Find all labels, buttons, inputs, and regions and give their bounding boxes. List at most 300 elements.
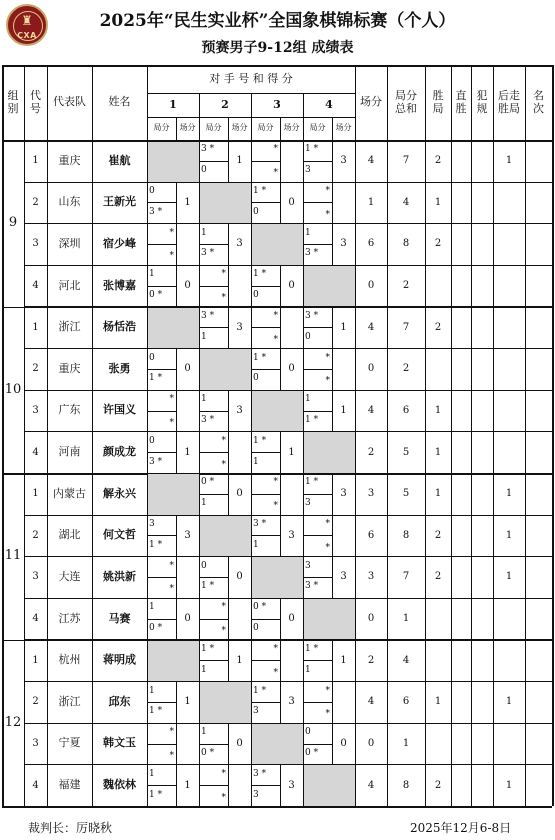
team-name: 宁夏 bbox=[58, 736, 81, 750]
foul-count bbox=[471, 140, 493, 182]
grid-line bbox=[303, 93, 304, 806]
match-score: 1 bbox=[184, 446, 191, 458]
game-score-bottom: 3 * bbox=[305, 248, 319, 259]
player-name: 邱东 bbox=[108, 694, 131, 708]
grid-line bbox=[251, 93, 252, 806]
game-total: 7 bbox=[402, 155, 410, 167]
self-cell bbox=[304, 765, 355, 806]
match-score bbox=[280, 640, 303, 682]
rank-value bbox=[525, 515, 552, 557]
grid-line bbox=[2, 140, 552, 142]
game-total: 7 bbox=[402, 321, 410, 333]
direct-win bbox=[451, 764, 471, 806]
field-score: 0 bbox=[367, 613, 375, 625]
game-score-top: 1 bbox=[201, 394, 207, 405]
direct-header: 直胜 bbox=[455, 89, 467, 115]
direct-win bbox=[451, 431, 471, 473]
game-score-bottom: 1 * bbox=[149, 539, 163, 550]
match-score: 0 bbox=[340, 737, 347, 749]
black-win-count bbox=[493, 182, 525, 224]
black-first-mark: * bbox=[325, 209, 330, 220]
rank-value bbox=[525, 640, 552, 682]
grid-line bbox=[24, 65, 25, 806]
game-total: 8 bbox=[402, 238, 410, 250]
black-first-mark: * bbox=[273, 334, 278, 345]
match-score bbox=[332, 515, 355, 557]
direct-win bbox=[451, 598, 471, 640]
black-win-count bbox=[493, 307, 525, 349]
match-score: 0 bbox=[236, 571, 243, 583]
foul-count bbox=[471, 764, 493, 806]
match-score-label: 场分 bbox=[335, 123, 352, 133]
game-total: 4 bbox=[402, 654, 410, 666]
black-win-count: 1 bbox=[505, 488, 513, 500]
rank-value bbox=[525, 390, 552, 432]
match-score: 3 bbox=[340, 571, 347, 583]
foul-count bbox=[471, 431, 493, 473]
grid-line bbox=[2, 65, 4, 806]
game-score-top: 1 * bbox=[253, 685, 267, 696]
game-score-bottom: 3 bbox=[305, 498, 311, 509]
black-first-mark: * bbox=[273, 667, 278, 678]
field-score: 3 bbox=[367, 571, 375, 583]
match-score: 3 bbox=[288, 696, 295, 708]
game-score-bottom: 1 * bbox=[149, 373, 163, 384]
opponent-number-2: 2 bbox=[221, 97, 229, 111]
opponent-number-4: 4 bbox=[325, 97, 333, 111]
self-cell bbox=[200, 682, 251, 723]
foul-count bbox=[471, 640, 493, 682]
game-score-top: 1 bbox=[149, 602, 155, 613]
win-count: 1 bbox=[434, 404, 442, 416]
field-score: 6 bbox=[367, 529, 375, 541]
match-score bbox=[228, 598, 251, 640]
game-score-bottom: 3 * bbox=[201, 414, 215, 425]
player-name: 张勇 bbox=[108, 361, 131, 375]
team-name: 深圳 bbox=[58, 236, 81, 250]
team-name: 广东 bbox=[58, 403, 81, 417]
game-total: 5 bbox=[402, 488, 410, 500]
game-score-bottom: 3 * bbox=[201, 248, 215, 259]
self-cell bbox=[252, 724, 303, 765]
rank-value bbox=[525, 307, 552, 349]
match-score: 3 bbox=[340, 155, 347, 167]
game-total: 5 bbox=[402, 446, 410, 458]
game-score-bottom: 1 * bbox=[305, 414, 319, 425]
direct-win bbox=[451, 182, 471, 224]
player-code: 1 bbox=[32, 155, 39, 167]
field-score: 3 bbox=[367, 488, 375, 500]
game-score-bottom: 0 bbox=[201, 165, 207, 176]
game-score-top: 1 * bbox=[305, 477, 319, 488]
black-win-count bbox=[493, 223, 525, 265]
game-score-top: 1 * bbox=[253, 352, 267, 363]
win-count bbox=[425, 598, 451, 640]
group-label: 10 bbox=[4, 381, 22, 397]
game-score-bottom: 1 bbox=[201, 498, 207, 509]
black-first-mark: * bbox=[221, 602, 226, 613]
grid-line bbox=[493, 65, 494, 806]
direct-win bbox=[451, 307, 471, 349]
player-code: 4 bbox=[32, 613, 39, 625]
referee-label: 裁判长：厉晓秋 bbox=[28, 821, 113, 835]
black-win-count: 1 bbox=[505, 529, 513, 541]
match-score: 3 bbox=[236, 404, 243, 416]
rank-value bbox=[525, 598, 552, 640]
black-first-mark: * bbox=[169, 560, 174, 571]
team-name: 重庆 bbox=[58, 361, 81, 375]
match-score bbox=[332, 348, 355, 390]
rank-value bbox=[525, 265, 552, 307]
game-score-bottom: 0 * bbox=[201, 747, 215, 758]
team-name: 浙江 bbox=[58, 694, 81, 708]
match-score: 1 bbox=[288, 446, 295, 458]
game-score-top: 1 * bbox=[253, 435, 267, 446]
game-score-top: 0 * bbox=[253, 602, 267, 613]
grid-line bbox=[425, 65, 426, 806]
match-score bbox=[176, 556, 199, 598]
field-header: 场分 bbox=[360, 95, 382, 109]
field-score: 2 bbox=[367, 446, 375, 458]
group-header: 组别 bbox=[7, 89, 19, 115]
game-score-top: 0 bbox=[149, 435, 155, 446]
player-name: 马赛 bbox=[108, 611, 131, 625]
wins-header: 胜局 bbox=[432, 89, 444, 115]
grid-line bbox=[147, 65, 148, 806]
player-code: 2 bbox=[32, 529, 39, 541]
game-score-bottom: 3 bbox=[253, 706, 259, 717]
game-score-bottom: 3 * bbox=[149, 206, 163, 217]
foul-count bbox=[471, 681, 493, 723]
match-score: 3 bbox=[288, 529, 295, 541]
game-score-bottom: 3 * bbox=[149, 456, 163, 467]
team-name: 重庆 bbox=[58, 153, 81, 167]
game-score-top: 1 bbox=[201, 727, 207, 738]
rank-value bbox=[525, 140, 552, 182]
black-first-mark: * bbox=[221, 459, 226, 470]
foul-count bbox=[471, 348, 493, 390]
black-win-count bbox=[493, 598, 525, 640]
player-name: 宿少峰 bbox=[103, 236, 136, 250]
player-code: 4 bbox=[32, 446, 39, 458]
match-score: 3 bbox=[184, 529, 191, 541]
win-count: 2 bbox=[434, 779, 442, 791]
player-name: 蒋明成 bbox=[103, 653, 136, 667]
game-score-top: 1 bbox=[149, 269, 155, 280]
match-score bbox=[332, 182, 355, 224]
chess-piece-icon: ♜ bbox=[21, 14, 33, 29]
grid-line bbox=[552, 65, 554, 806]
game-score-top: 0 bbox=[305, 727, 311, 738]
direct-win bbox=[451, 556, 471, 598]
rank-value bbox=[525, 681, 552, 723]
self-cell bbox=[200, 349, 251, 390]
rank-value bbox=[525, 348, 552, 390]
game-score-bottom: 1 * bbox=[201, 581, 215, 592]
match-score-label: 场分 bbox=[283, 123, 300, 133]
black-win-count bbox=[493, 431, 525, 473]
game-score-top: 1 bbox=[149, 768, 155, 779]
field-score: 4 bbox=[367, 155, 375, 167]
self-cell bbox=[148, 641, 199, 682]
player-name: 崔航 bbox=[108, 153, 131, 167]
win-count bbox=[425, 348, 451, 390]
match-score: 1 bbox=[340, 654, 347, 666]
black-wins-header: 后走胜局 bbox=[498, 89, 520, 115]
field-score: 0 bbox=[367, 280, 375, 292]
black-first-mark: * bbox=[273, 477, 278, 488]
black-win-count: 1 bbox=[505, 571, 513, 583]
player-code: 2 bbox=[32, 363, 39, 375]
self-cell bbox=[200, 183, 251, 224]
win-count: 1 bbox=[434, 696, 442, 708]
grid-line bbox=[47, 65, 48, 806]
grid-line bbox=[92, 65, 93, 806]
match-score: 3 bbox=[288, 779, 295, 791]
grid-line bbox=[451, 65, 452, 806]
player-code: 4 bbox=[32, 779, 39, 791]
match-score bbox=[332, 681, 355, 723]
black-first-mark: * bbox=[221, 792, 226, 803]
field-score: 4 bbox=[367, 696, 375, 708]
foul-count bbox=[471, 598, 493, 640]
player-name: 张博嘉 bbox=[103, 278, 136, 292]
win-count: 2 bbox=[434, 571, 442, 583]
field-score: 0 bbox=[367, 737, 375, 749]
team-name: 河南 bbox=[58, 445, 81, 459]
team-name: 福建 bbox=[58, 778, 81, 792]
player-code: 4 bbox=[32, 280, 39, 292]
game-score-top: 1 * bbox=[201, 643, 215, 654]
player-code: 3 bbox=[32, 737, 39, 749]
game-score-bottom: 1 * bbox=[149, 706, 163, 717]
self-cell bbox=[304, 432, 355, 473]
black-first-mark: * bbox=[273, 168, 278, 179]
black-first-mark: * bbox=[169, 727, 174, 738]
self-cell bbox=[304, 599, 355, 640]
black-first-mark: * bbox=[169, 584, 174, 595]
black-first-mark: * bbox=[169, 227, 174, 238]
black-first-mark: * bbox=[221, 768, 226, 779]
grid-line bbox=[2, 806, 552, 808]
grid-line bbox=[280, 117, 281, 140]
team-name: 大连 bbox=[58, 569, 81, 583]
direct-win bbox=[451, 348, 471, 390]
match-score: 0 bbox=[288, 613, 295, 625]
player-name: 姚洪新 bbox=[103, 569, 136, 583]
rank-header: 名次 bbox=[533, 89, 544, 115]
player-code: 2 bbox=[32, 696, 39, 708]
group-label: 11 bbox=[4, 548, 22, 564]
game-total: 1 bbox=[402, 613, 410, 625]
game-score-bottom: 0 * bbox=[305, 747, 319, 758]
match-score bbox=[228, 265, 251, 307]
match-score bbox=[176, 390, 199, 432]
player-code: 1 bbox=[32, 321, 39, 333]
direct-win bbox=[451, 390, 471, 432]
grid-line bbox=[199, 93, 200, 806]
self-cell bbox=[200, 516, 251, 557]
rank-value bbox=[525, 556, 552, 598]
rank-value bbox=[525, 431, 552, 473]
match-score: 1 bbox=[340, 404, 347, 416]
player-code: 3 bbox=[32, 571, 39, 583]
black-first-mark: * bbox=[221, 435, 226, 446]
grid-line bbox=[525, 65, 526, 806]
black-first-mark: * bbox=[325, 709, 330, 720]
game-score-bottom: 0 * bbox=[149, 290, 163, 301]
game-score-top: 1 bbox=[305, 227, 311, 238]
team-name: 河北 bbox=[58, 278, 81, 292]
team-name: 浙江 bbox=[58, 320, 81, 334]
match-score: 1 bbox=[184, 696, 191, 708]
player-name: 何文哲 bbox=[103, 528, 136, 542]
direct-win bbox=[451, 473, 471, 515]
match-score: 0 bbox=[184, 363, 191, 375]
field-score: 4 bbox=[367, 779, 375, 791]
black-first-mark: * bbox=[273, 501, 278, 512]
game-score-bottom: 0 bbox=[253, 373, 259, 384]
rank-value bbox=[525, 223, 552, 265]
game-total: 2 bbox=[402, 280, 410, 292]
black-first-mark: * bbox=[325, 186, 330, 197]
group-label: 9 bbox=[8, 215, 18, 231]
win-count bbox=[425, 640, 451, 682]
black-first-mark: * bbox=[325, 542, 330, 553]
black-first-mark: * bbox=[221, 293, 226, 304]
self-cell bbox=[148, 141, 199, 182]
game-score-top: 3 * bbox=[201, 144, 215, 155]
foul-count bbox=[471, 390, 493, 432]
foul-count bbox=[471, 556, 493, 598]
code-header: 代号 bbox=[30, 89, 41, 115]
black-first-mark: * bbox=[169, 750, 174, 761]
player-name: 韩文玉 bbox=[103, 736, 136, 750]
game-score-top: 1 * bbox=[253, 186, 267, 197]
game-score-top: 0 bbox=[149, 352, 155, 363]
foul-count bbox=[471, 265, 493, 307]
game-score-bottom: 1 bbox=[305, 664, 311, 675]
grid-line bbox=[228, 117, 229, 140]
foul-count bbox=[471, 307, 493, 349]
win-count: 1 bbox=[434, 446, 442, 458]
game-score-bottom: 0 bbox=[253, 623, 259, 634]
match-score: 0 bbox=[288, 363, 295, 375]
game-total: 4 bbox=[402, 196, 410, 208]
game-score-bottom: 1 bbox=[201, 331, 207, 342]
opponent-number-3: 3 bbox=[273, 97, 281, 111]
win-count: 1 bbox=[434, 488, 442, 500]
field-score: 2 bbox=[367, 654, 375, 666]
win-count: 2 bbox=[434, 155, 442, 167]
direct-win bbox=[451, 515, 471, 557]
game-score-top: 3 * bbox=[253, 768, 267, 779]
match-score: 1 bbox=[236, 155, 243, 167]
win-count: 2 bbox=[434, 529, 442, 541]
game-total-header: 局分总和 bbox=[395, 89, 417, 115]
foul-count bbox=[471, 723, 493, 765]
game-score-top: 3 * bbox=[253, 519, 267, 530]
match-score bbox=[228, 764, 251, 806]
black-win-count bbox=[493, 723, 525, 765]
match-score: 0 bbox=[236, 737, 243, 749]
direct-win bbox=[451, 265, 471, 307]
win-count: 2 bbox=[434, 321, 442, 333]
game-score-label: 局分 bbox=[153, 123, 170, 133]
game-score-bottom: 0 bbox=[253, 290, 259, 301]
match-score: 1 bbox=[184, 196, 191, 208]
game-score-bottom: 0 * bbox=[149, 623, 163, 634]
game-score-top: 0 * bbox=[201, 477, 215, 488]
game-score-top: 3 bbox=[149, 519, 155, 530]
black-first-mark: * bbox=[325, 519, 330, 530]
game-score-label: 局分 bbox=[205, 123, 222, 133]
black-win-count bbox=[493, 265, 525, 307]
field-score: 1 bbox=[367, 196, 375, 208]
self-cell bbox=[252, 557, 303, 598]
player-code: 3 bbox=[32, 404, 39, 416]
player-code: 2 bbox=[32, 196, 39, 208]
player-name: 许国义 bbox=[103, 403, 136, 417]
game-score-bottom: 3 bbox=[305, 165, 311, 176]
match-score bbox=[176, 223, 199, 265]
self-cell bbox=[304, 266, 355, 307]
match-score: 3 bbox=[236, 238, 243, 250]
team-name: 湖北 bbox=[58, 528, 81, 542]
direct-win bbox=[451, 723, 471, 765]
grid-line bbox=[471, 65, 472, 806]
team-name: 内蒙古 bbox=[53, 486, 86, 500]
team-name: 山东 bbox=[58, 195, 81, 209]
game-score-top: 3 * bbox=[305, 310, 319, 321]
black-first-mark: * bbox=[221, 269, 226, 280]
black-first-mark: * bbox=[169, 251, 174, 262]
rank-value bbox=[525, 182, 552, 224]
match-score: 1 bbox=[236, 654, 243, 666]
player-code: 3 bbox=[32, 238, 39, 250]
match-score: 3 bbox=[236, 321, 243, 333]
grid-line bbox=[355, 65, 356, 806]
match-score bbox=[280, 307, 303, 349]
logo-text: CXA bbox=[17, 31, 37, 40]
match-score bbox=[228, 431, 251, 473]
foul-count bbox=[471, 182, 493, 224]
match-score: 0 bbox=[288, 280, 295, 292]
foul-count bbox=[471, 223, 493, 265]
direct-win bbox=[451, 223, 471, 265]
game-total: 8 bbox=[402, 779, 410, 791]
player-name: 王新光 bbox=[103, 195, 136, 209]
match-score bbox=[280, 473, 303, 515]
game-total: 6 bbox=[402, 404, 410, 416]
grid-line bbox=[2, 65, 552, 67]
black-first-mark: * bbox=[325, 352, 330, 363]
black-win-count bbox=[493, 348, 525, 390]
match-score: 3 bbox=[340, 238, 347, 250]
black-win-count: 1 bbox=[505, 155, 513, 167]
match-score-label: 场分 bbox=[179, 123, 196, 133]
win-count bbox=[425, 723, 451, 765]
self-cell bbox=[252, 224, 303, 265]
direct-win bbox=[451, 140, 471, 182]
self-cell bbox=[252, 391, 303, 432]
game-score-bottom: 0 bbox=[253, 206, 259, 217]
win-count bbox=[425, 265, 451, 307]
black-first-mark: * bbox=[325, 376, 330, 387]
direct-win bbox=[451, 640, 471, 682]
black-win-count: 1 bbox=[505, 779, 513, 791]
grid-line bbox=[176, 117, 177, 140]
